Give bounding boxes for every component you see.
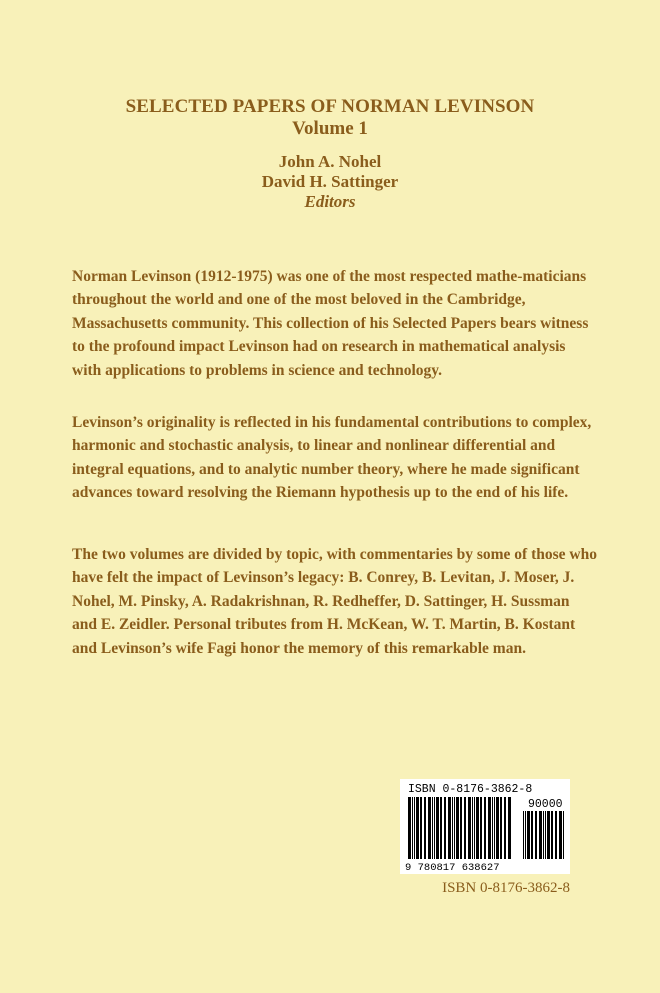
- barcode-bar: [474, 797, 475, 859]
- barcode-addon-bars: [523, 811, 564, 859]
- barcode: [400, 779, 570, 874]
- barcode-bar: [535, 811, 537, 859]
- description-paragraph: Norman Levinson (1912-1975) was one of the most respected mathe-maticians throughout the world and one of the most beloved in the Cambridge, Massachusetts community. This collection of his Selected Papers bears witness to the profound impact Levinson had on research in mathematical analysis with applications to problems in science and technology.: [72, 268, 589, 379]
- barcode-bar: [547, 811, 550, 859]
- barcode-bar: [452, 797, 453, 859]
- barcode-bar: [527, 811, 530, 859]
- barcode-bar: [416, 797, 419, 859]
- barcode-bar: [539, 811, 542, 859]
- barcode-bar: [484, 797, 486, 859]
- barcode-bar: [434, 797, 435, 859]
- description-paragraph: The two volumes are divided by topic, with commentaries by some of those who have felt the impact of Levinson’s legacy: B. Conrey, B. Levitan, J. Moser, J. Nohel, M. Pinsky, A. Radakrishnan, R. Redheffer, D. Sattinger, H. Sussman and E. Zeidler. Personal tributes from H. McKean, W. T. Martin, B. Kostant and Levinson’s wife Fagi honor the memory of this remarkable man.: [72, 546, 597, 657]
- barcode-bar: [525, 811, 526, 859]
- barcode-bar: [460, 797, 462, 859]
- barcode-bar: [563, 811, 564, 859]
- barcode-bar: [488, 797, 491, 859]
- barcode-bar: [472, 797, 473, 859]
- barcode-bar: [508, 797, 511, 859]
- editors-block: [0, 152, 660, 212]
- editor-name: John A. Nohel: [278, 152, 382, 171]
- barcode-bar: [476, 797, 479, 859]
- barcode-bar: [412, 797, 413, 859]
- description-paragraph: Levinson’s originality is reflected in his fundamental contributions to complex, harmonic and stochastic analysis, to linear and nonlinear differential and integral equations, and to analytic number theory, where he made significant advances toward resolving the Riemann hypothesis up to the end of his life.: [72, 414, 592, 502]
- barcode-bar: [436, 797, 439, 859]
- barcode-bar: [496, 797, 499, 859]
- barcode-bars: [408, 797, 511, 859]
- volume-label: Volume 1: [292, 118, 368, 139]
- barcode-bar: [440, 797, 442, 859]
- editors-label: Editors: [304, 192, 356, 211]
- barcode-bar: [414, 797, 415, 859]
- barcode-bar: [543, 811, 544, 859]
- barcode-bar: [408, 797, 411, 859]
- barcode-bar: [456, 797, 459, 859]
- barcode-bar: [454, 797, 455, 859]
- barcode-bar: [480, 797, 482, 859]
- barcode-bar: [468, 797, 471, 859]
- barcode-bar: [551, 811, 553, 859]
- barcode-bar: [545, 811, 546, 859]
- barcode-bar: [492, 797, 493, 859]
- barcode-bar: [432, 797, 433, 859]
- isbn-label: ISBN 0-8176-3862-8: [442, 880, 570, 896]
- barcode-bar: [420, 797, 422, 859]
- barcode-bar: [494, 797, 495, 859]
- barcode-bar: [444, 797, 446, 859]
- barcode-price-code: 90000: [528, 798, 563, 811]
- barcode-bar: [448, 797, 451, 859]
- barcode-bar: [424, 797, 426, 859]
- title-block: [0, 96, 660, 212]
- editor-name: David H. Sattinger: [261, 172, 399, 191]
- barcode-bar: [500, 797, 502, 859]
- barcode-bar: [555, 811, 557, 859]
- book-title: SELECTED PAPERS OF NORMAN LEVINSON: [125, 96, 535, 117]
- barcode-bar: [428, 797, 431, 859]
- barcode-bar: [464, 797, 466, 859]
- barcode-bar: [559, 811, 562, 859]
- barcode-bar: [504, 797, 506, 859]
- barcode-bar: [531, 811, 533, 859]
- barcode-graphic: [400, 779, 570, 874]
- barcode-bar: [523, 811, 524, 859]
- barcode-isbn-text: ISBN 0-8176-3862-8: [408, 783, 533, 796]
- barcode-digits: 9 780817 638627: [405, 862, 500, 874]
